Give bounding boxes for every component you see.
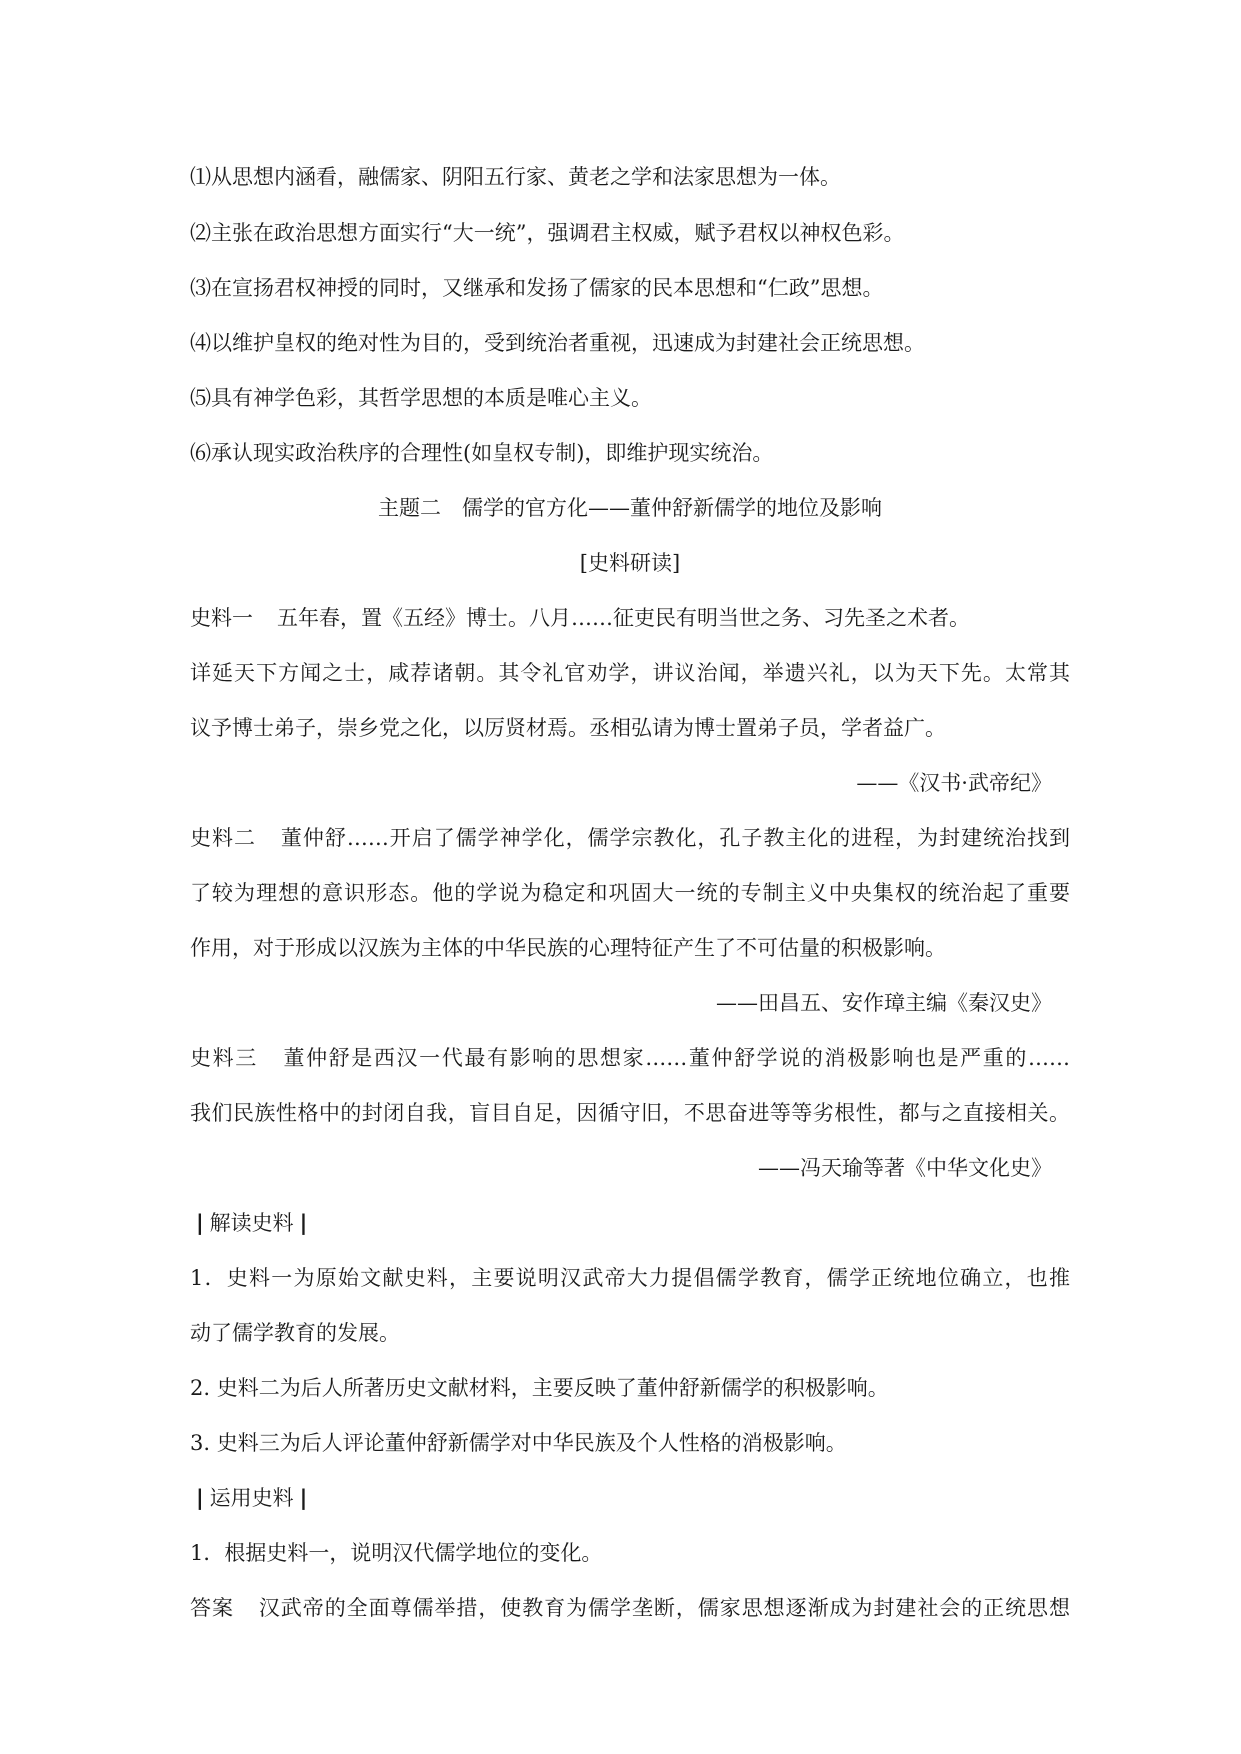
point-5: ⑸具有神学色彩，其哲学思想的本质是唯心主义。 — [190, 386, 652, 410]
interpret-heading — [190, 1209, 1070, 1237]
apply-heading — [190, 1484, 1070, 1512]
apply-answer — [190, 1594, 1070, 1622]
source-2-line-2: 了较为理想的意识形态。他的学说为稳定和巩固大一统的专制主义中央集权的统治起了重要 — [190, 881, 1070, 905]
source-2-line-1 — [190, 824, 1070, 852]
source-3-text-1: 董仲舒是西汉一代最有影响的思想家……董仲舒学说的消极影响也是严重的…… — [281, 1046, 1071, 1070]
interpret-item-2: 2. 史料二为后人所著历史文献材料，主要反映了董仲舒新儒学的积极影响。 — [190, 1376, 889, 1400]
point-3: ⑶在宣扬君权神授的同时，又继承和发扬了儒家的民本思想和“仁政”思想。 — [190, 276, 884, 300]
source-2-text-1: 董仲舒……开启了儒学神学化，儒学宗教化，孔子教主化的进程，为封建统治找到 — [279, 826, 1070, 850]
point-4: ⑷以维护皇权的绝对性为目的，受到统治者重视，迅速成为封建社会正统思想。 — [190, 331, 925, 355]
source-1-label: 史料一 — [190, 606, 253, 630]
source-1-text-1: 五年春，置《五经》博士。八月……征吏民有明当世之务、习先圣之术者。 — [277, 606, 970, 630]
apply-heading-text: 运用史料 — [209, 1486, 294, 1510]
source-1-line-3: 议予博士弟子，崇乡党之化，以厉贤材焉。丞相弘请为博士置弟子员，学者益广。 — [190, 716, 946, 740]
source-3-line-2: 我们民族性格中的封闭自我，盲目自足，因循守旧，不思奋进等等劣根性，都与之直接相关。 — [190, 1101, 1070, 1125]
section-mark-right: | — [299, 1211, 308, 1235]
apply-question-1: 1．根据史料一，说明汉代儒学地位的变化。 — [190, 1541, 603, 1565]
answer-label: 答案 — [190, 1596, 234, 1620]
interpret-item-1-line-2: 动了儒学教育的发展。 — [190, 1321, 400, 1345]
point-6: ⑹承认现实政治秩序的合理性(如皇权专制)，即维护现实统治。 — [190, 441, 774, 465]
study-heading: [史料研读] — [579, 551, 681, 575]
source-1-citation: ——《汉书·武帝纪》 — [856, 771, 1052, 795]
interpret-item-3: 3. 史料三为后人评论董仲舒新儒学对中华民族及个人性格的消极影响。 — [190, 1431, 847, 1455]
section-mark-left: | — [196, 1211, 204, 1235]
interpret-heading-text: 解读史料 — [209, 1211, 294, 1235]
point-2: ⑵主张在政治思想方面实行“大一统”，强调君主权威，赋予君权以神权色彩。 — [190, 221, 905, 245]
source-2-line-3: 作用，对于形成以汉族为主体的中华民族的心理特征产生了不可估量的积极影响。 — [190, 936, 946, 960]
interpret-item-1-line-1: 1．史料一为原始文献史料，主要说明汉武帝大力提倡儒学教育，儒学正统地位确立，也推 — [190, 1266, 1070, 1290]
section-mark-right: | — [299, 1486, 308, 1510]
source-3-line-1 — [190, 1044, 1070, 1072]
theme-title: 主题二 儒学的官方化——董仲舒新儒学的地位及影响 — [378, 496, 882, 520]
source-3-label: 史料三 — [190, 1046, 258, 1070]
source-2-label: 史料二 — [190, 826, 256, 850]
source-3-citation: ——冯天瑜等著《中华文化史》 — [758, 1156, 1052, 1180]
answer-text: 汉武帝的全面尊儒举措，使教育为儒学垄断，儒家思想逐渐成为封建社会的正统思想 — [257, 1596, 1071, 1620]
source-1-line-2: 详延天下方闻之士，咸荐诸朝。其令礼官劝学，讲议治闻，举遗兴礼，以为天下先。太常其 — [190, 661, 1070, 685]
source-1-line-1 — [190, 604, 1070, 632]
source-2-citation: ——田昌五、安作璋主编《秦汉史》 — [716, 991, 1052, 1015]
point-1: ⑴从思想内涵看，融儒家、阴阳五行家、黄老之学和法家思想为一体。 — [190, 165, 841, 189]
section-mark-left: | — [196, 1486, 204, 1510]
